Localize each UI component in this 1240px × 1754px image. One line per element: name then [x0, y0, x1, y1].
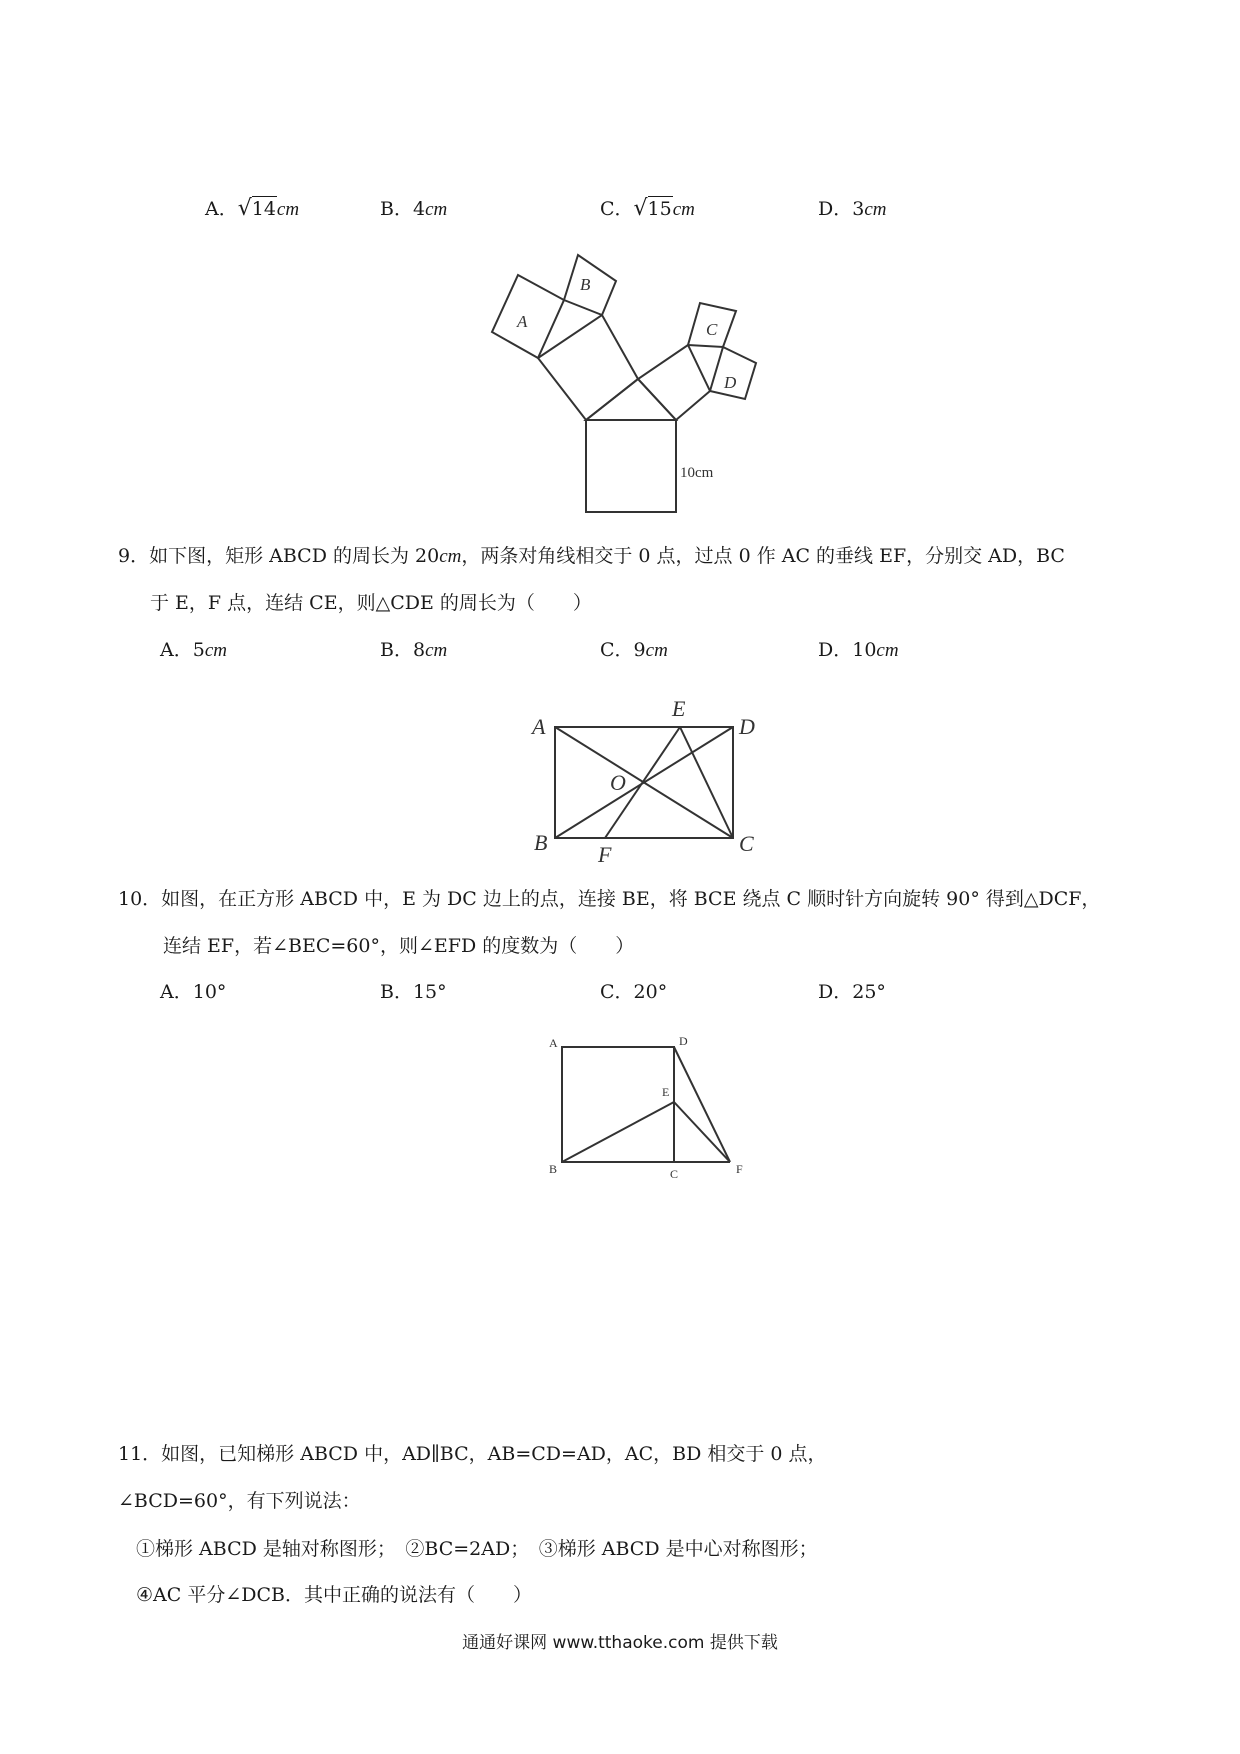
option-value: 9: [633, 639, 646, 661]
label-a: A: [549, 1036, 558, 1050]
option-value: 10: [852, 639, 877, 661]
unit: cm: [876, 640, 899, 661]
label-c: C: [739, 831, 754, 856]
q8-option-c: [600, 200, 695, 219]
unit: cm: [672, 199, 695, 220]
label-d: D: [679, 1034, 688, 1048]
q10-option-c: [600, 983, 667, 1002]
option-letter: C．: [600, 639, 634, 661]
q10-line1: 10．如图，在正方形 ABCD 中，E 为 DC 边上的点，连接 BE，将 BCE 绕点 C 顺时针方向旋转 90° 得到△DCF，: [118, 888, 1101, 910]
label-f: F: [598, 842, 612, 865]
sqrt-sign: [636, 200, 673, 219]
option-letter: C．: [600, 981, 634, 1003]
label-a: A: [517, 312, 528, 331]
label-o: O: [610, 770, 626, 795]
right-square: [638, 345, 710, 420]
sqrt-sign: [240, 200, 277, 219]
q10-option-d: [818, 983, 886, 1002]
label-c: C: [706, 320, 718, 339]
option-letter: A．: [160, 639, 193, 661]
option-letter: B．: [380, 981, 413, 1003]
unit: cm: [645, 640, 668, 661]
option-value: 20°: [633, 981, 668, 1003]
q10-line2: 连结 EF，若∠BEC=60°，则∠EFD 的度数为（ ）: [163, 935, 635, 957]
label-e: E: [672, 696, 686, 721]
option-letter: D．: [818, 639, 853, 661]
option-letter: B．: [380, 198, 413, 220]
q9-line1: [118, 547, 1065, 566]
label-a: A: [532, 714, 546, 739]
option-letter: C．: [600, 198, 634, 220]
segment-be: [562, 1102, 674, 1162]
unit: cm: [276, 199, 300, 220]
label-f: F: [736, 1162, 743, 1176]
unit: cm: [864, 199, 887, 220]
q9-option-d: [818, 641, 899, 660]
segment-df: [674, 1047, 730, 1162]
option-value: 5: [192, 639, 205, 661]
label-c: C: [670, 1167, 679, 1180]
q9-rectangle-figure: [520, 690, 770, 865]
option-value: 4: [412, 198, 426, 220]
square-a: [492, 275, 564, 358]
q10-square-figure: [540, 1030, 750, 1180]
option-letter: D．: [818, 198, 853, 220]
q8-option-a: [205, 200, 299, 219]
radicand: 15: [647, 198, 672, 220]
label-b: B: [580, 275, 591, 294]
option-value: 15°: [412, 981, 447, 1003]
option-value: 10°: [192, 981, 227, 1003]
left-square: [538, 315, 638, 420]
q9-option-c: [600, 641, 668, 660]
q11-line4: ④AC 平分∠DCB．其中正确的说法有（ ）: [136, 1584, 532, 1606]
segment-ef: [674, 1102, 730, 1162]
unit: cm: [425, 640, 448, 661]
q8-option-d: [818, 200, 886, 219]
q9-option-a: [160, 641, 227, 660]
q10-option-b: [380, 983, 447, 1002]
label-b: B: [534, 830, 548, 855]
radicand: 14: [251, 198, 276, 220]
option-letter: A．: [205, 198, 238, 220]
label-b: B: [549, 1162, 558, 1176]
option-value: 3: [852, 198, 865, 220]
option-letter: B．: [380, 639, 413, 661]
q9-unit: cm: [439, 546, 462, 567]
big-square: [586, 420, 676, 512]
q11-line3: ①梯形 ABCD 是轴对称图形； ②BC=2AD； ③梯形 ABCD 是中心对称图形；: [136, 1538, 818, 1560]
option-letter: A．: [160, 981, 193, 1003]
side-length-label: 10cm: [680, 465, 714, 481]
q9-text-part1: 9．如下图，矩形 ABCD 的周长为 20: [118, 545, 440, 567]
q8-squares-figure: [480, 245, 760, 530]
square-abcd: [562, 1047, 674, 1162]
unit: cm: [204, 640, 227, 661]
option-letter: D．: [818, 981, 853, 1003]
label-e: E: [662, 1085, 670, 1099]
page-footer: 通通好课网 www.tthaoke.com 提供下载: [462, 1633, 778, 1653]
q9-text-part2: ，两条对角线相交于 0 点，过点 0 作 AC 的垂线 EF，分别交 AD，BC: [461, 545, 1065, 567]
label-d: D: [739, 714, 755, 739]
q9-line2: 于 E，F 点，连结 CE，则△CDE 的周长为（ ）: [150, 592, 592, 614]
q9-option-b: [380, 641, 447, 660]
q10-option-a: [160, 983, 226, 1002]
q11-line2: ∠BCD=60°，有下列说法：: [118, 1490, 361, 1512]
option-value: 8: [412, 639, 426, 661]
label-d: D: [724, 373, 737, 392]
q8-option-b: [380, 200, 447, 219]
q11-line1: 11．如图，已知梯形 ABCD 中，AD∥BC，AB=CD=AD，AC，BD 相交于 0 点，: [118, 1443, 827, 1465]
unit: cm: [425, 199, 448, 220]
option-value: 25°: [852, 981, 886, 1003]
